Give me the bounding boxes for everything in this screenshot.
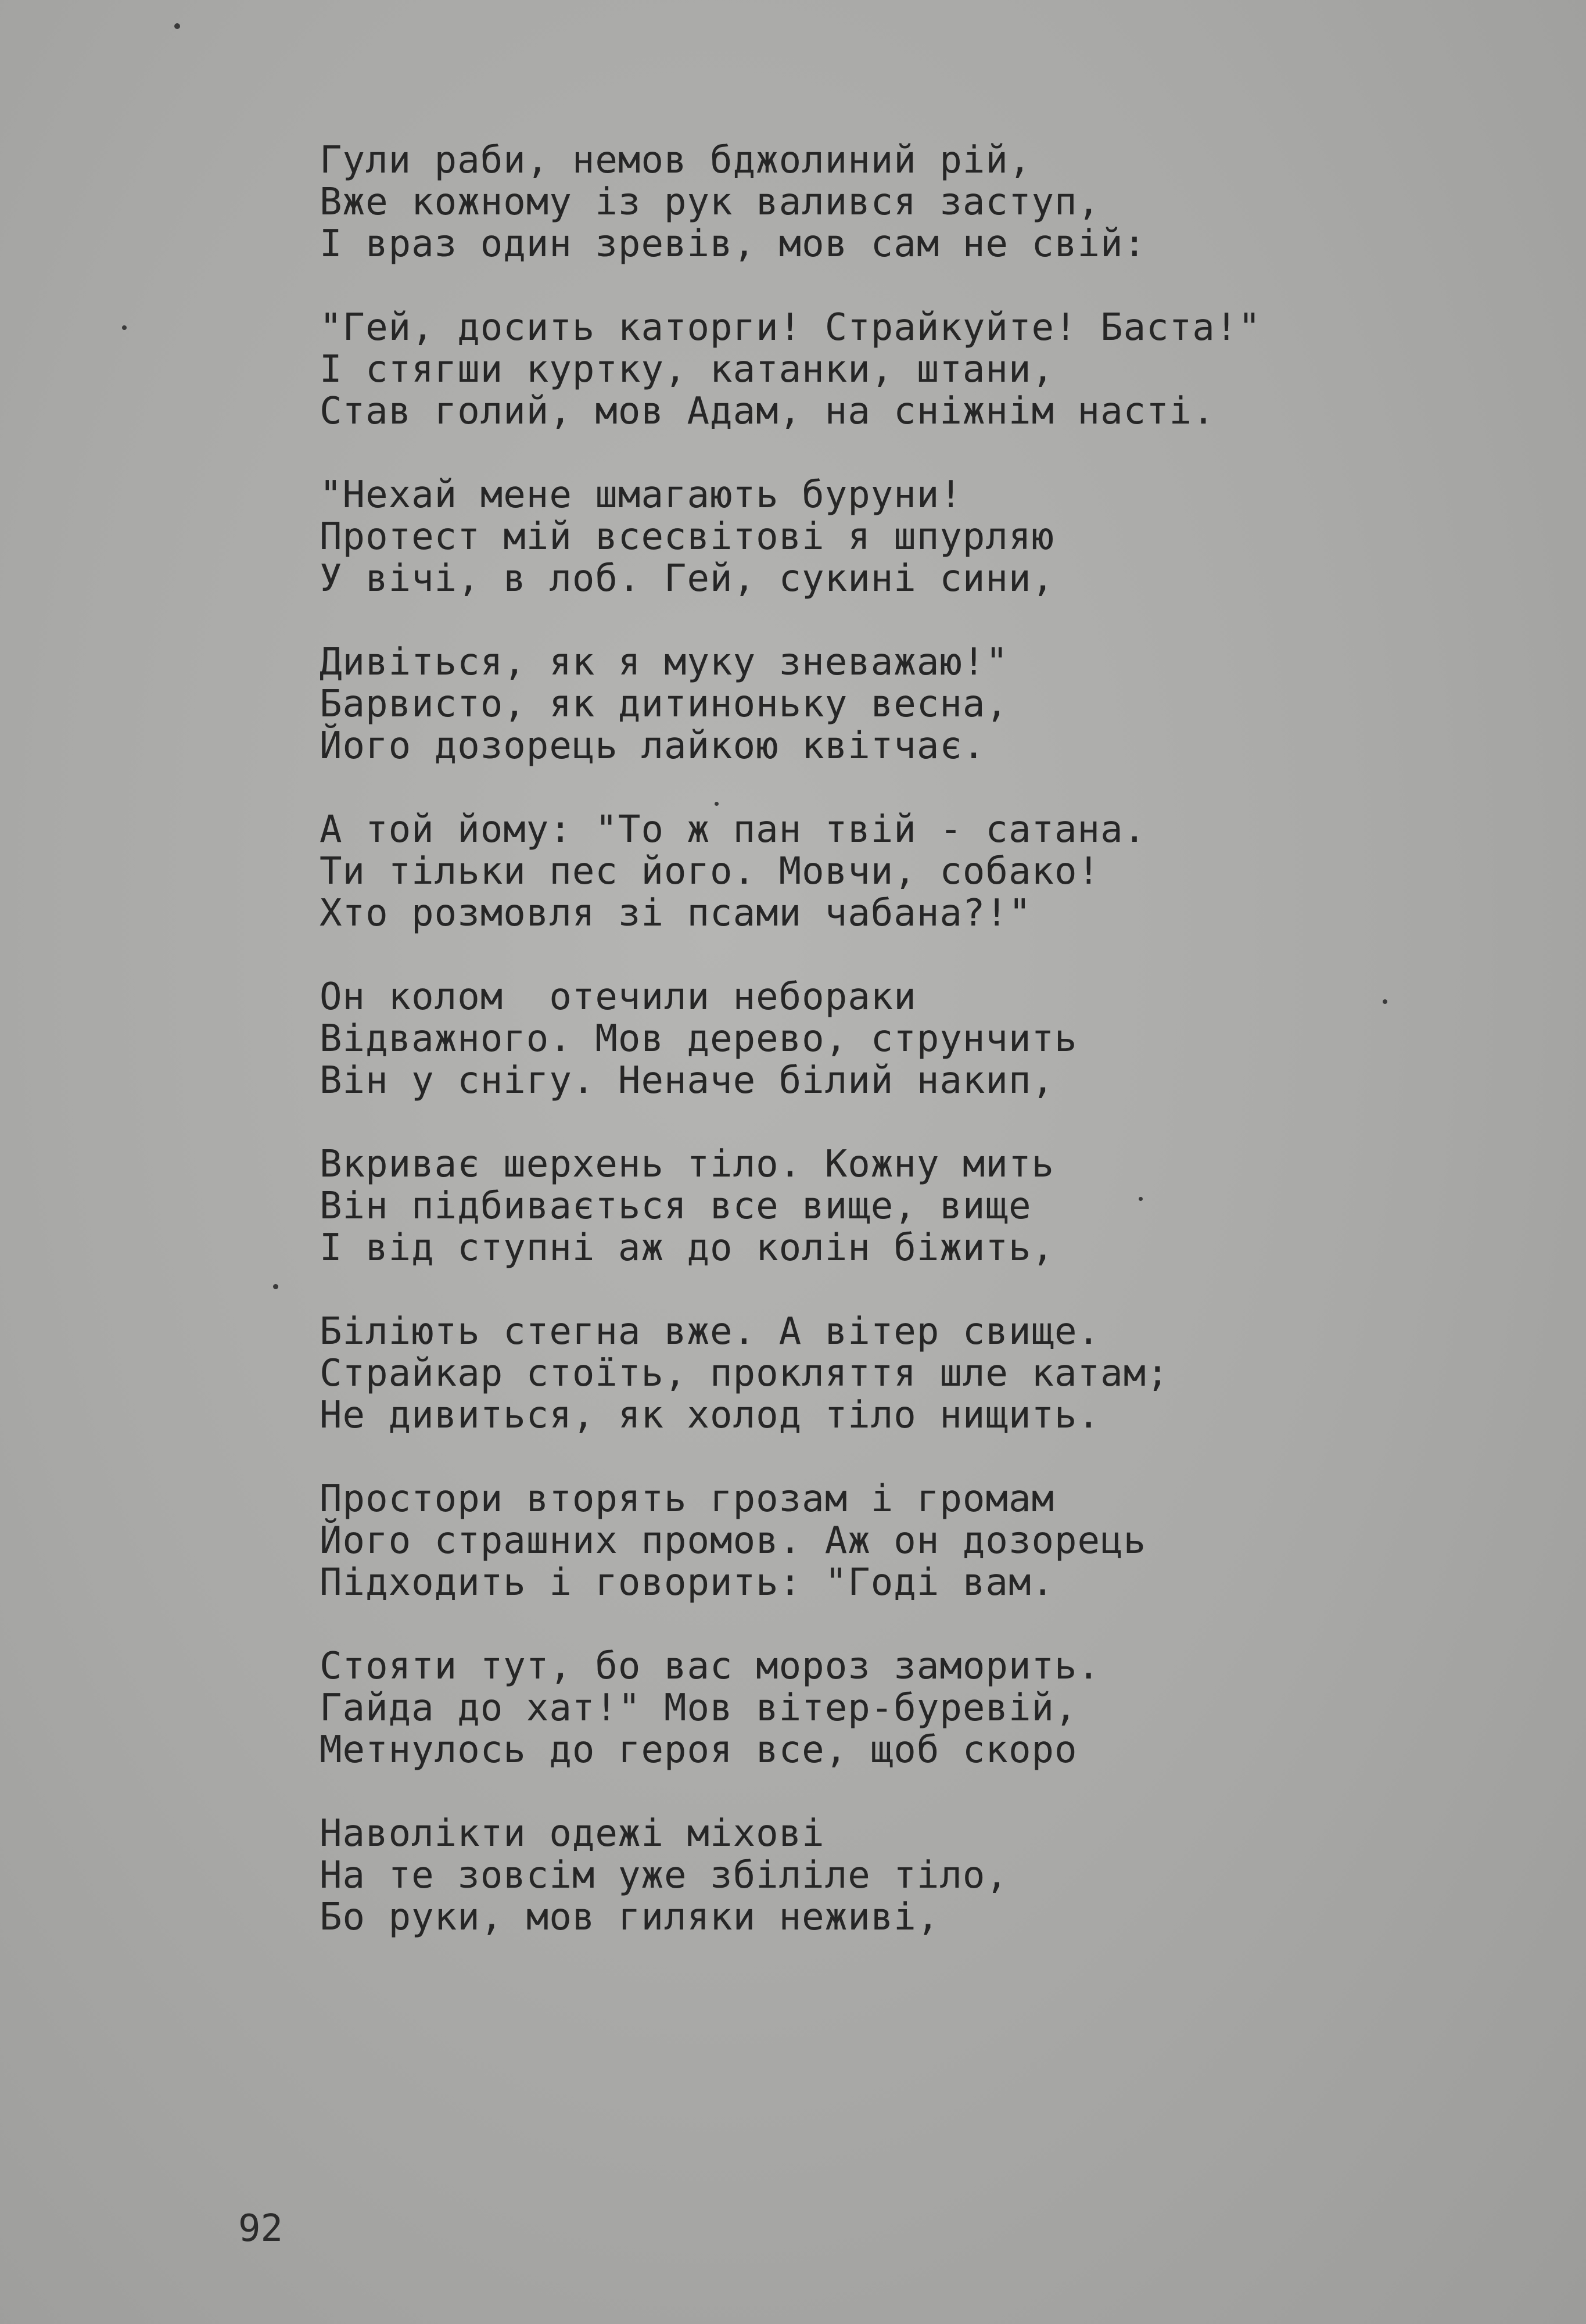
stanza [320, 641, 1423, 767]
poem-line: Ти тільки пес його. Мовчи, собако! [320, 850, 1101, 893]
stanza [320, 1478, 1423, 1604]
poem-line: І від ступні аж до колін біжить, [320, 1226, 1054, 1269]
poem-line: Його дозорець лайкою квітчає. [320, 725, 986, 768]
poem-line: Відважного. Мов дерево, струнчить [320, 1017, 1078, 1060]
stanza [320, 809, 1423, 934]
stanza [320, 1813, 1423, 1938]
poem-line: Страйкар стоїть, прокляття шле катам; [320, 1352, 1169, 1395]
poem-line: Он колом отечили небораки [320, 975, 917, 1018]
poem-line: Вже кожному із рук валився заступ, [320, 181, 1101, 224]
poem-line: Барвисто, як дитиноньку весна, [320, 683, 1009, 726]
stanza [320, 1311, 1423, 1436]
page-number: 92 [238, 2207, 284, 2250]
poem-line: Метнулось до героя все, щоб скоро [320, 1728, 1078, 1771]
paper-speck [273, 1284, 278, 1289]
stanza [320, 139, 1423, 265]
poem-line: Бо руки, мов гиляки неживі, [320, 1896, 940, 1939]
poem-line: Підходить і говорить: "Годі вам. [320, 1561, 1054, 1604]
poem-line: Хто розмовля зі псами чабана?!" [320, 892, 1032, 935]
poem-line: На те зовсім уже збіліле тіло, [320, 1854, 1009, 1897]
poem-line: "Гей, досить каторги! Страйкуйте! Баста!" [320, 306, 1261, 349]
poem-line: Дивіться, як я муку зневажаю!" [320, 641, 1009, 684]
poem-line: І враз один зревів, мов сам не свій: [320, 223, 1147, 266]
stanza [320, 474, 1423, 600]
poem-line: А той йому: "То ж пан твій - сатана. [320, 808, 1147, 851]
poem-line: Став голий, мов Адам, на сніжнім насті. [320, 390, 1215, 433]
poem-line: Вкриває шерхень тіло. Кожну мить [320, 1143, 1054, 1186]
poem-line: Він у снігу. Неначе білий накип, [320, 1059, 1054, 1102]
poem-line: Стояти тут, бо вас мороз заморить. [320, 1645, 1101, 1688]
poem-text [320, 139, 1423, 1980]
paper-speck [122, 325, 127, 330]
poem-line: Гули раби, немов бджолиний рій, [320, 139, 1032, 182]
poem-line: Протест мій всесвітові я шпурляю [320, 515, 1054, 558]
poem-line: Наволікти одежі міхові [320, 1812, 825, 1855]
stanza [320, 976, 1423, 1102]
poem-line: Біліють стегна вже. А вітер свище. [320, 1310, 1101, 1353]
poem-line: "Нехай мене шмагають буруни! [320, 474, 963, 517]
poem-line: І стягши куртку, катанки, штани, [320, 348, 1054, 391]
poem-line: Його страшних промов. Аж он дозорець [320, 1519, 1147, 1562]
stanza [320, 1143, 1423, 1269]
poem-line: У вічі, в лоб. Гей, сукині сини, [320, 557, 1054, 600]
poem-line: Він підбивається все вище, вище [320, 1185, 1032, 1228]
poem-line: Простори вторять грозам і громам [320, 1477, 1054, 1520]
stanza [320, 1645, 1423, 1771]
poem-line: Не дивиться, як холод тіло нищить. [320, 1394, 1101, 1437]
stanza [320, 307, 1423, 432]
poem-line: Гайда до хат!" Мов вітер-буревій, [320, 1687, 1078, 1730]
paper-speck [174, 23, 180, 29]
